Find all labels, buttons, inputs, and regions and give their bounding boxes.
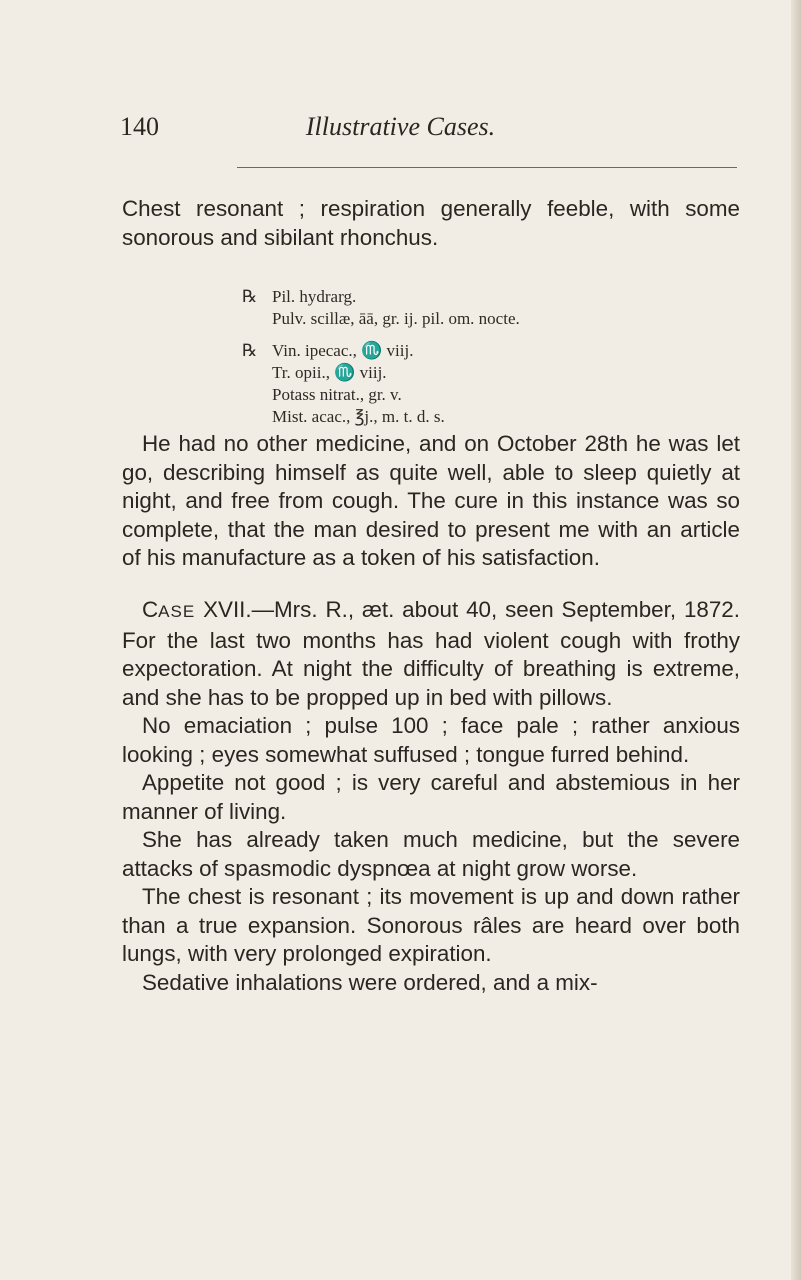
prescription-line: Pil. hydrarg. [272,287,357,306]
page-edge [791,0,801,1280]
followup-text: He had no other medicine, and on October 28th he was let go, describing himself as quite well, able to sleep quietly at night, and free from cough. The cure in this instance was so complete, that the man desired to present me with an article of his manufacture as a token of his satisfaction. [122,431,740,570]
followup-paragraph [122,430,740,573]
intro-text: Chest resonant ; respiration generally feeble, with some sonorous and sibilant rhonchus. [122,196,740,250]
prescription-2 [242,340,445,428]
prescription-1 [242,286,520,330]
recipe-symbol-icon: ℞ [242,341,258,360]
intro-paragraph [122,195,740,252]
prescription-line: Vin. ipecac., ♏ viij. [272,341,414,360]
case-number: XVII. [203,597,252,622]
prescription-line: Tr. opii., ♏ viij. [272,363,387,382]
page-header [0,112,801,152]
recipe-symbol-icon: ℞ [242,287,258,306]
prescription-line: Pulv. scillæ, āā, gr. ij. pil. om. nocte. [272,309,520,328]
case-text: —Mrs. R., æt. about 40, seen September, 1872. For the last two months has had violent cough with frothy expectoration. At night the difficulty of breathing is extreme, and she has to be propped up in bed with pillows. [122,597,740,710]
case-text: The chest is resonant ; its movement is up and down rather than a true expansion. Sonorous râles are heard over both lungs, with very prolonged expiration. [122,884,740,966]
prescription-line: Mist. acac., ℥j., m. t. d. s. [272,407,445,426]
case-text: Sedative inhalations were ordered, and a mix- [142,969,598,995]
header-rule [237,167,737,168]
page-number: 140 [120,112,159,141]
case-label-initial: C [142,597,159,622]
case-intro [122,596,740,712]
running-title: Illustrative Cases. [305,112,496,141]
prescription-line: Potass nitrat., gr. v. [272,385,402,404]
case-paragraph [122,596,740,997]
case-text: Appetite not good ; is very careful and abstemious in her manner of living. [122,770,740,824]
case-text: No emaciation ; pulse 100 ; face pale ; rather anxious looking ; eyes somewhat suffused ; tongue furred behind. [122,713,740,767]
case-label-smallcaps: ASE [158,602,196,621]
case-text: She has already taken much medicine, but the severe attacks of spasmodic dyspnœa at night grow worse. [122,827,740,881]
